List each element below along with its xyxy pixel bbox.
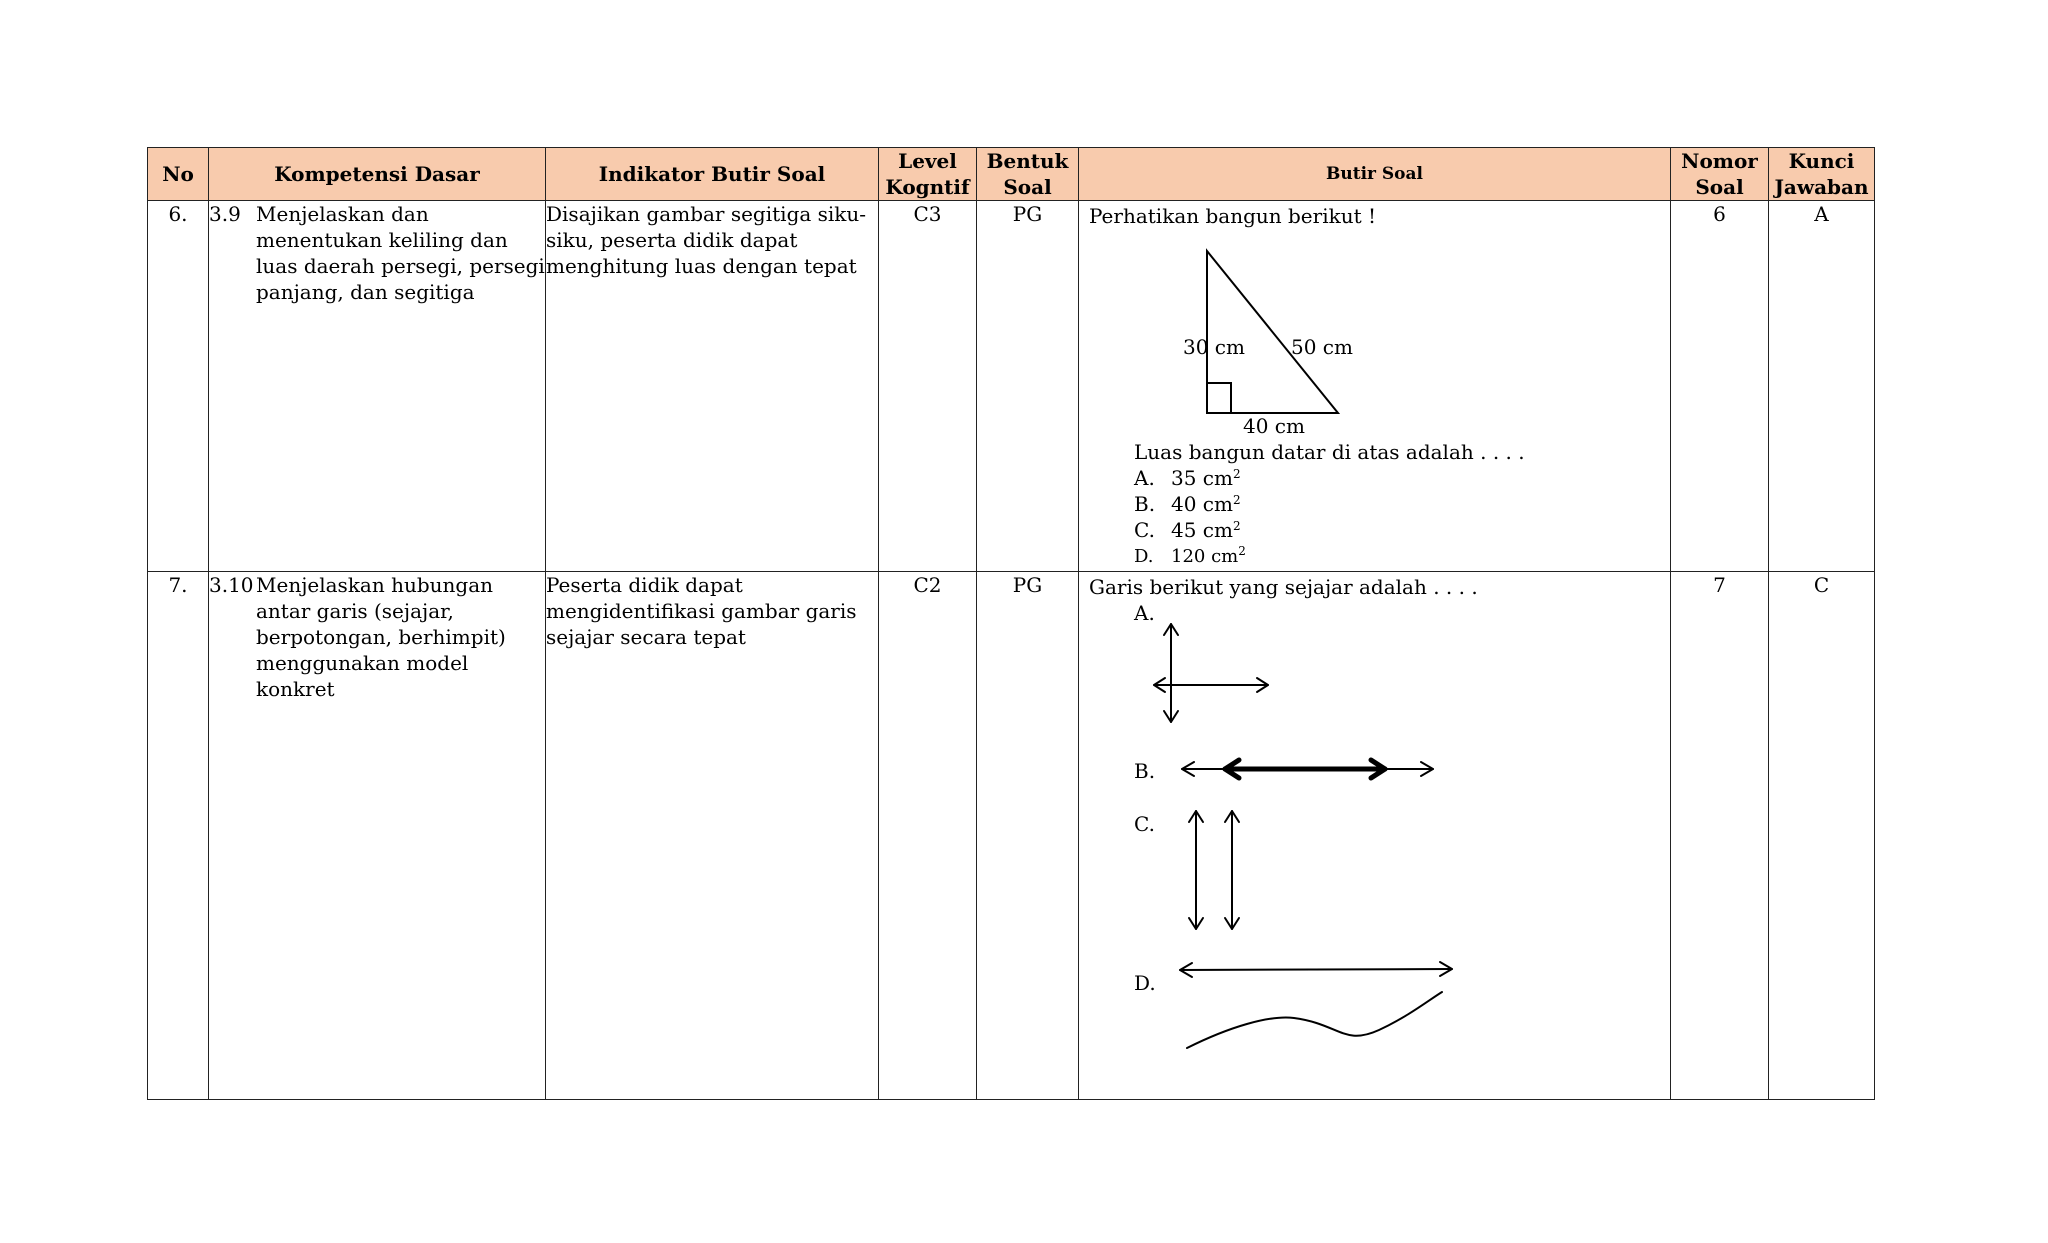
question-prompt: Luas bangun datar di atas adalah . . . .: [1134, 440, 1525, 464]
question-stem: Perhatikan bangun berikut !: [1089, 204, 1377, 228]
question-stem: Garis berikut yang sejajar adalah . . . .: [1089, 575, 1478, 599]
kd-text: Menjelaskan dan menentukan keliling dan luas daerah persegi, persegi panjang, dan segitiga: [256, 202, 545, 304]
header-bentuk: [977, 148, 1079, 201]
cell-kunci-jawaban: C: [1769, 572, 1875, 1100]
cell-no: 6.: [148, 201, 209, 572]
option-value: 35 cm: [1171, 466, 1233, 490]
option-b-coincident-lines: [1182, 760, 1433, 778]
cell-nomor-soal: 7: [1671, 572, 1769, 1100]
option-letter: A.: [1134, 466, 1155, 490]
line-options-figure: [1079, 572, 1671, 1099]
option-value: 40 cm: [1171, 492, 1233, 516]
header-kompetensi-dasar: Kompetensi Dasar: [209, 148, 546, 201]
header-butir-soal: Butir Soal: [1079, 148, 1671, 201]
header-level: [879, 148, 977, 201]
option-value: 120 cm: [1171, 546, 1239, 567]
triangle-shape: [1207, 251, 1338, 413]
option-b: [1134, 491, 1241, 517]
cell-bentuk: PG: [977, 572, 1079, 1100]
cell-bentuk: PG: [977, 201, 1079, 572]
kd-number: 3.9: [209, 202, 241, 226]
kd-number: 3.10: [209, 573, 254, 597]
option-letter: D.: [1134, 546, 1154, 567]
label-base-side: 40 cm: [1243, 414, 1305, 438]
option-b-label: B.: [1134, 759, 1156, 783]
label-hypotenuse: 50 cm: [1291, 335, 1353, 359]
kisi-kisi-table: [147, 147, 1875, 1100]
header-row: [148, 148, 1875, 201]
cell-no: 7.: [148, 572, 209, 1100]
cell-indikator: Peserta didik dapat mengidentifikasi gambar garis sejajar secara tepat: [546, 572, 879, 1100]
option-a: [1134, 465, 1241, 491]
option-exponent: 2: [1232, 467, 1241, 481]
option-letter: C.: [1134, 518, 1155, 542]
option-letter: B.: [1134, 492, 1156, 516]
kd-text: Menjelaskan hubungan antar garis (sejajar, berpotongan, berhimpit) menggunakan model konkret: [256, 573, 506, 701]
header-nomor: [1671, 148, 1769, 201]
cell-kunci-jawaban: A: [1769, 201, 1875, 572]
cell-level: C2: [879, 572, 977, 1100]
header-kunci: [1769, 148, 1875, 201]
cell-butir-soal: [1079, 572, 1671, 1100]
header-no: No: [148, 148, 209, 201]
option-d-label: D.: [1134, 971, 1156, 995]
label-vertical-side: 30 cm: [1183, 335, 1245, 359]
right-angle-mark: [1207, 383, 1231, 413]
option-a-intersecting-lines: [1154, 624, 1268, 722]
cell-butir-soal: [1079, 201, 1671, 572]
header-level-line1: Level: [898, 149, 957, 173]
header-bentuk-line2: Soal: [1003, 175, 1052, 199]
option-a-label: A.: [1134, 601, 1155, 625]
option-c-label: C.: [1134, 812, 1155, 836]
option-c-parallel-lines: [1189, 811, 1239, 929]
option-exponent: 2: [1232, 493, 1241, 507]
header-bentuk-line1: Bentuk: [986, 149, 1069, 173]
option-value: 45 cm: [1171, 518, 1233, 542]
header-nomor-line1: Nomor: [1681, 149, 1758, 173]
header-level-line2: Kogntif: [885, 175, 970, 199]
option-exponent: 2: [1238, 544, 1246, 558]
cell-nomor-soal: 6: [1671, 201, 1769, 572]
header-nomor-line2: Soal: [1695, 175, 1744, 199]
option-c: [1134, 517, 1241, 543]
option-exponent: 2: [1232, 519, 1241, 533]
header-indikator: Indikator Butir Soal: [546, 148, 879, 201]
table-row: [148, 572, 1875, 1100]
table-row: [148, 201, 1875, 572]
cell-kompetensi-dasar: [209, 201, 546, 572]
option-d-line-and-curve: [1180, 962, 1452, 1048]
header-kunci-line1: Kunci: [1788, 149, 1855, 173]
option-d: [1134, 544, 1246, 570]
cell-level: C3: [879, 201, 977, 572]
cell-indikator: Disajikan gambar segitiga siku-siku, peserta didik dapat menghitung luas dengan tepat: [546, 201, 879, 572]
header-kunci-line2: Jawaban: [1774, 175, 1869, 199]
cell-kompetensi-dasar: [209, 572, 546, 1100]
